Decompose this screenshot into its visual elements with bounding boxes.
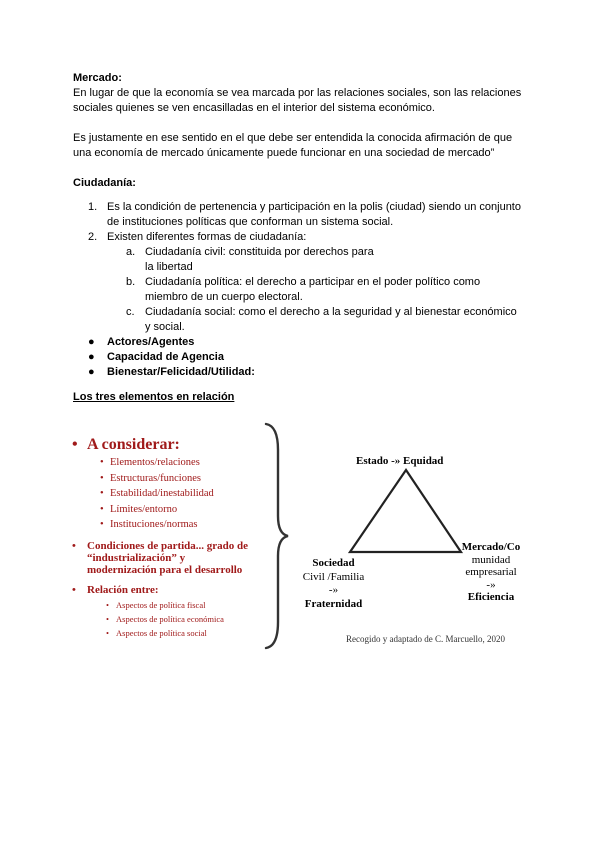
bullet-icon: ● <box>88 366 95 378</box>
conditions-block <box>70 540 290 576</box>
ciudadania-heading: Ciudadanía: <box>73 177 136 189</box>
sub-list-letter: a. <box>126 246 136 258</box>
list-item-line: Existen diferentes formas de ciudadanía: <box>107 231 307 243</box>
bullet-icon: ● <box>88 351 95 363</box>
list-item <box>70 486 290 502</box>
bullet-icon: • <box>100 472 104 484</box>
sub-list-letter: c. <box>126 306 135 318</box>
bullet-icon: • <box>72 539 76 552</box>
bullet-icon: • <box>100 519 104 530</box>
bullet-icon: • <box>72 436 78 453</box>
sub-list-line: Ciudadanía social: como el derecho a la seguridad y al bienestar económico <box>145 306 517 318</box>
bullet-icon: • <box>106 613 109 624</box>
consider-item: Estructuras/funciones <box>110 472 201 484</box>
list-number: 1. <box>88 201 98 213</box>
list-item <box>88 200 538 230</box>
bullet-text: Actores/Agentes <box>107 336 195 348</box>
relation-item: Aspectos de política social <box>116 627 207 638</box>
sub-list-line: la libertad <box>145 261 193 273</box>
consider-item: Instituciones/normas <box>110 519 198 530</box>
triangle-right-line: empresarial <box>465 566 517 578</box>
conditions-line: modernización para el desarrollo <box>87 563 243 576</box>
triangle-left-label <box>286 557 381 611</box>
list-item-line: de instituciones políticas que conforman un sistema social. <box>107 216 394 228</box>
list-item <box>70 612 290 626</box>
section-title: Los tres elementos en relación <box>73 391 235 403</box>
mercado-paragraph-2-line-1: Es justamente en ese sentido en el que debe ser entendida la conocida afirmación de que <box>73 132 513 144</box>
relation-item: Aspectos de política fiscal <box>116 599 206 610</box>
sub-list-line: Ciudadanía política: el derecho a participar en el poder político como <box>145 276 481 288</box>
sub-list-letter: b. <box>126 276 136 288</box>
conditions-line: “industrialización” y <box>87 551 186 564</box>
conditions-line: Condiciones de partida... grado de <box>87 539 249 552</box>
triangle-left-line: Civil /Familia <box>302 570 365 583</box>
list-item <box>88 230 538 245</box>
bullet-text: Bienestar/Felicidad/Utilidad: <box>107 366 255 378</box>
list-item <box>70 471 290 487</box>
list-item <box>70 517 290 533</box>
bullet-text: Capacidad de Agencia <box>107 351 224 363</box>
curly-brace <box>258 420 294 652</box>
mercado-paragraph-2 <box>73 131 533 161</box>
consider-title: A considerar: <box>87 436 180 453</box>
triangle-left-line: Sociedad <box>312 557 355 569</box>
mercado-section <box>73 71 533 116</box>
triangle-right-label <box>448 541 534 604</box>
sub-list-item <box>88 245 538 275</box>
mercado-paragraph-1-line-1: En lugar de que la economía se vea marcada por las relaciones sociales, son las relaciones <box>73 87 522 99</box>
triangle-left-line: -» <box>328 584 339 596</box>
list-item <box>70 455 290 471</box>
bullet-icon: • <box>106 599 109 610</box>
list-item <box>70 502 290 518</box>
list-item-line: Es la condición de pertenencia y participación en la polis (ciudad) siendo un conjunto <box>107 201 521 213</box>
relation-title: Relación entre: <box>87 583 159 596</box>
bullet-item <box>88 365 538 380</box>
triangle-right-line: munidad <box>471 553 511 566</box>
relation-heading <box>70 584 290 596</box>
triangle-right-line: -» <box>486 578 496 591</box>
list-number: 2. <box>88 231 98 243</box>
sub-list-item <box>88 305 538 335</box>
list-item <box>70 598 290 612</box>
bullet-icon: • <box>106 627 109 638</box>
bullet-icon: • <box>72 583 76 596</box>
figure-left-column <box>70 435 290 640</box>
consider-heading <box>70 435 290 455</box>
triangle-right-line: Mercado/Co <box>461 541 521 553</box>
bullet-icon: • <box>100 503 104 515</box>
ciudadania-list <box>88 200 538 380</box>
triangle-right-line: Eficiencia <box>467 591 515 603</box>
bullet-icon: • <box>100 457 104 468</box>
sub-list-line: Ciudadanía civil: constituida por derechos para <box>145 246 374 258</box>
consider-item: Límites/entorno <box>110 503 178 515</box>
sub-list-line: y social. <box>145 321 185 333</box>
mercado-heading: Mercado: <box>73 72 122 84</box>
mercado-paragraph-2-line-2: una economía de mercado únicamente puede funcionar en una sociedad de mercado” <box>73 147 495 159</box>
triangle-left-line: Fraternidad <box>304 597 363 610</box>
list-item <box>70 626 290 640</box>
consider-item: Estabilidad/inestabilidad <box>110 488 214 499</box>
figure-credit: Recogido y adaptado de C. Marcuello, 2020 <box>346 634 505 644</box>
bullet-icon: • <box>100 488 104 499</box>
relation-item: Aspectos de política económica <box>116 613 224 624</box>
bullet-icon: ● <box>88 336 95 348</box>
bullet-item <box>88 350 538 365</box>
sub-list-item <box>88 275 538 305</box>
consider-item: Elementos/relaciones <box>110 457 200 468</box>
mercado-paragraph-1-line-2: sociales quienes se ven encasilladas en el interior del sistema económico. <box>73 102 435 114</box>
sub-list-line: miembro de un cuerpo electoral. <box>145 291 303 303</box>
triangle-top-label: Estado -» Equidad <box>356 455 444 467</box>
bullet-item <box>88 335 538 350</box>
